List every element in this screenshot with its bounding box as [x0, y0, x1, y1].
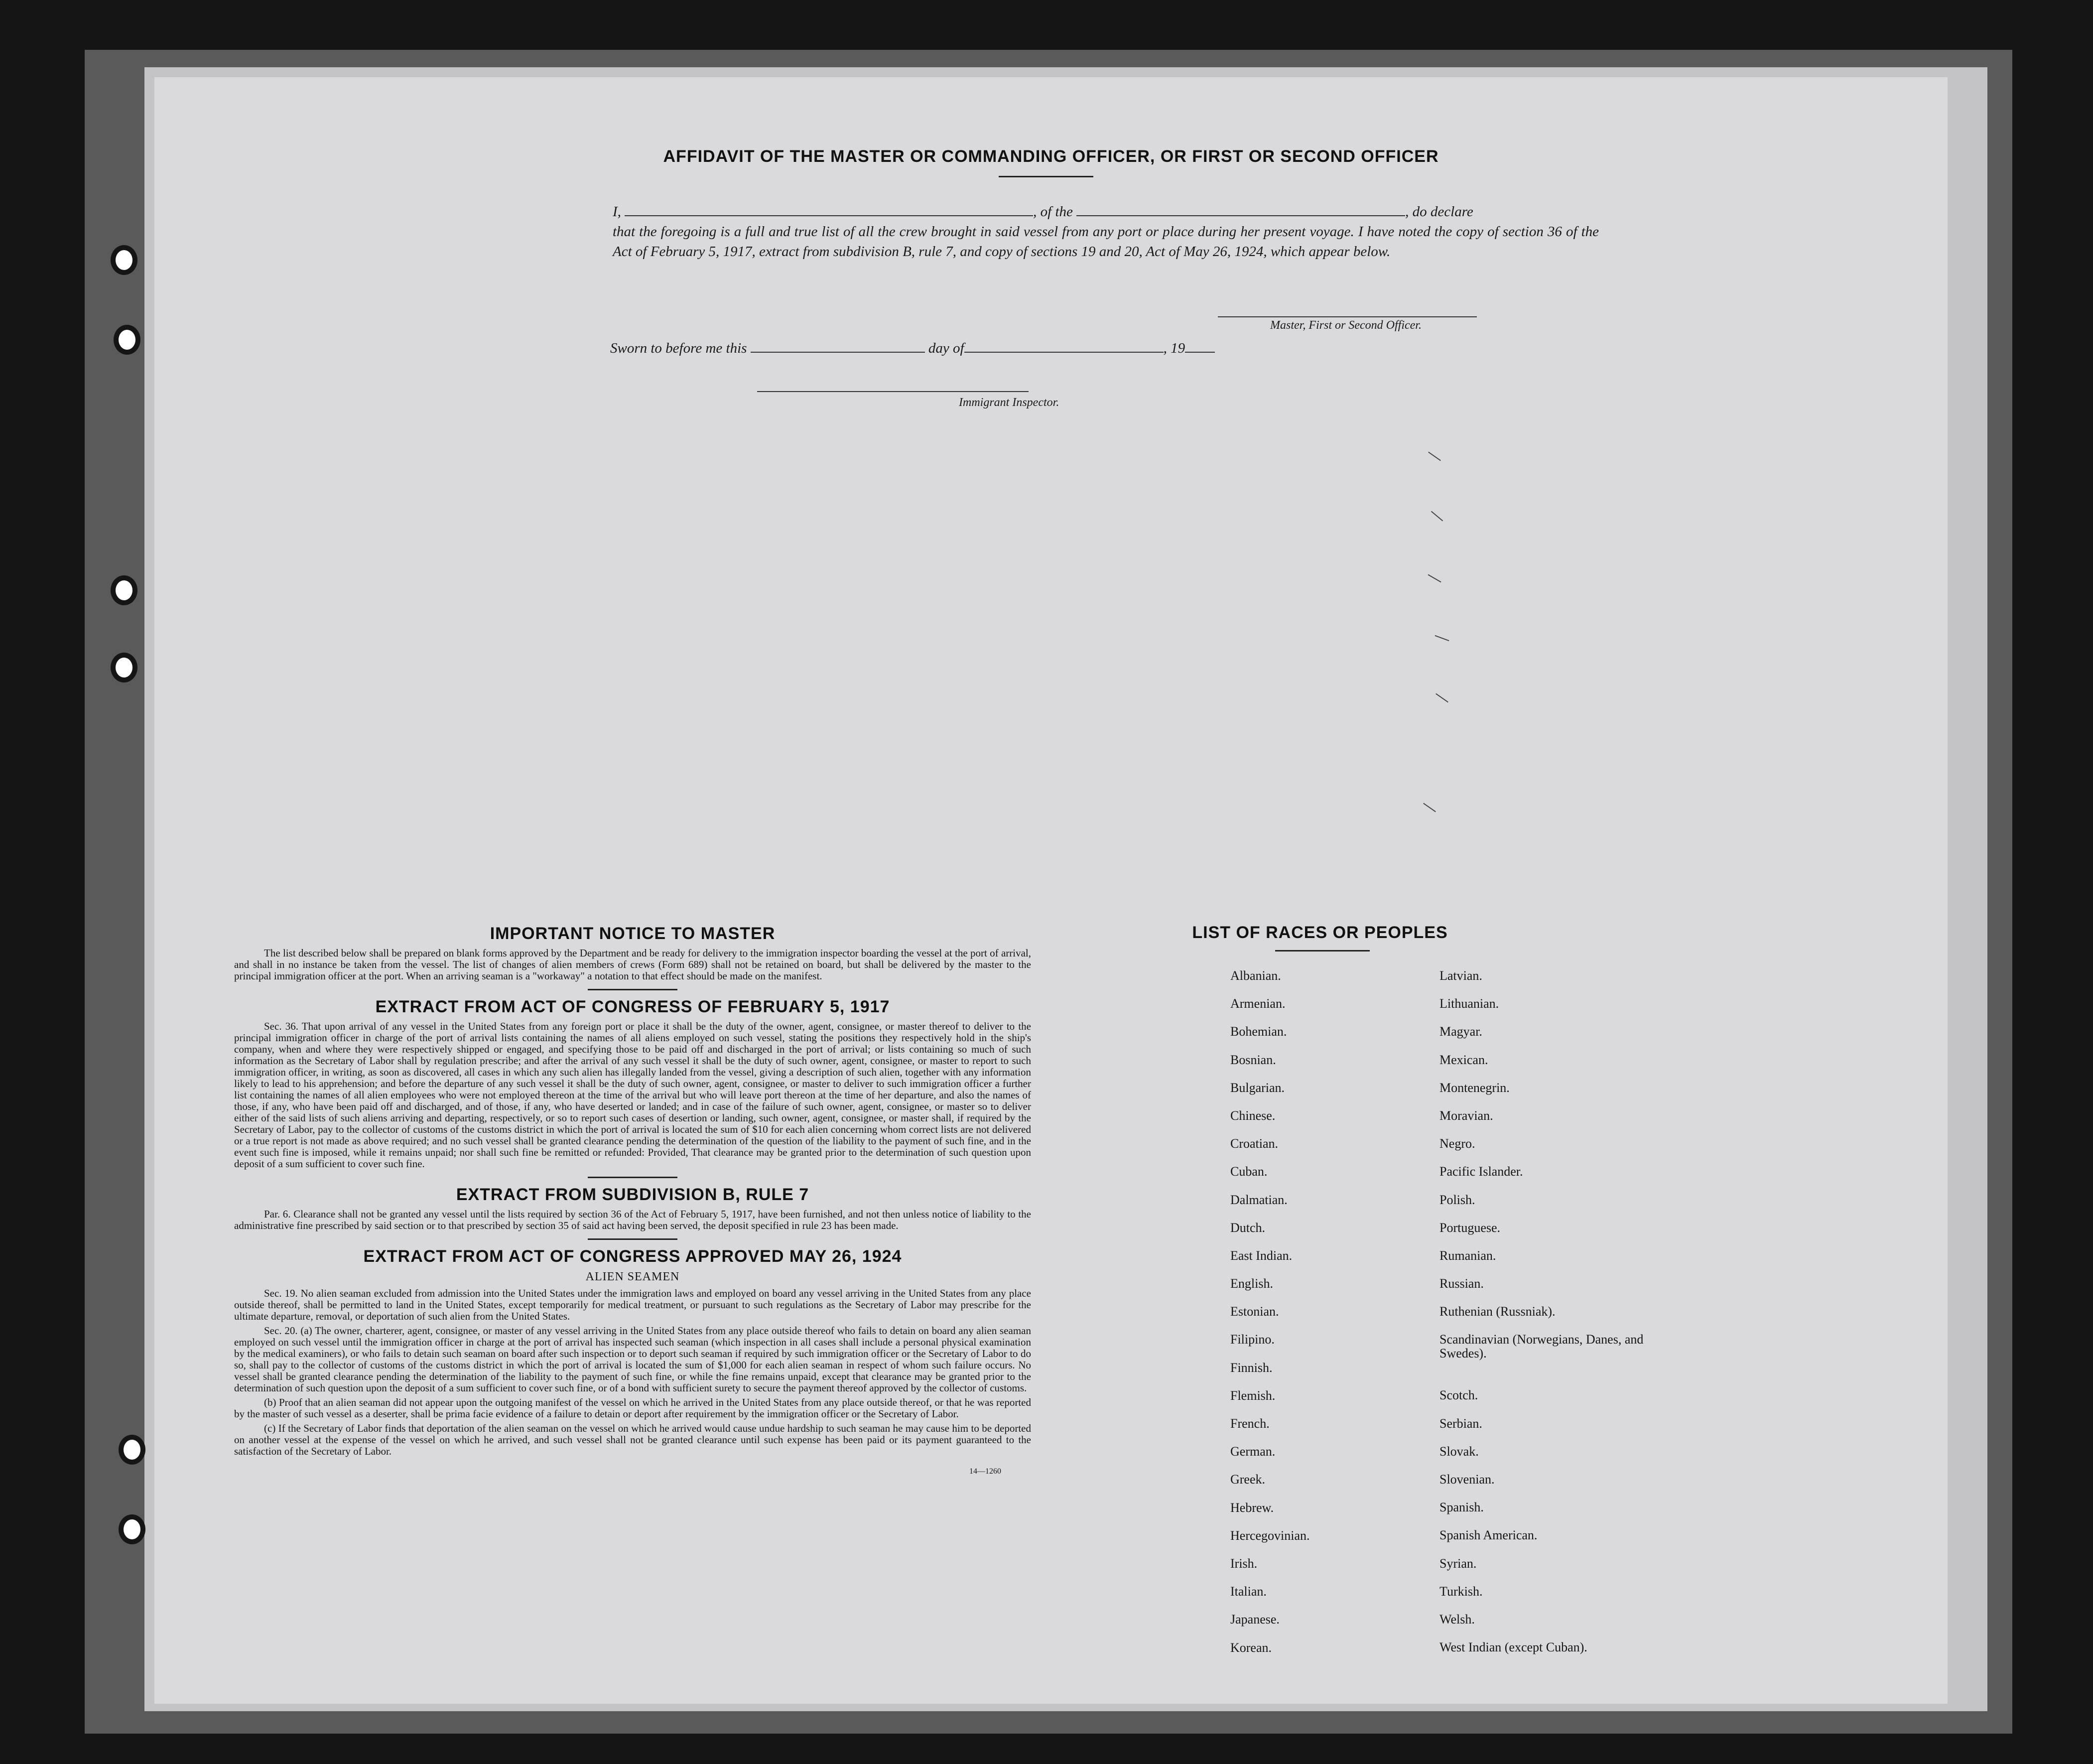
name-blank[interactable]: [625, 204, 1033, 216]
races-list-left: [1230, 969, 1310, 1669]
race-item: East Indian.: [1230, 1248, 1293, 1263]
race-item: Syrian.: [1439, 1556, 1477, 1571]
race-item: Rumanian.: [1439, 1248, 1496, 1263]
race-item: Flemish.: [1230, 1388, 1276, 1403]
race-item: Magyar.: [1439, 1024, 1482, 1039]
race-item: Hercegovinian.: [1230, 1528, 1310, 1543]
declaration-line: [613, 202, 1599, 222]
race-item: Greek.: [1230, 1472, 1266, 1487]
day-blank[interactable]: [751, 341, 925, 353]
i-prefix: I,: [613, 204, 621, 220]
vessel-blank[interactable]: [1076, 204, 1405, 216]
subdivision-b-title: EXTRACT FROM SUBDIVISION B, RULE 7: [456, 1185, 809, 1204]
notice-text: The list described below shall be prepared on blank forms approved by the Department and be ready for delivery to the immigration inspector boarding the vessel at the port of arrival, and shall in no instance be taken from the vessel. The list of changes of alien members of crews (Form 689) shall not be retained on board, but shall be delivered by the master to the principal immigration officer at the port. When an arriving seaman is a "workaway" a notation to that effect should be made on the manifest.: [234, 947, 1031, 982]
race-item: German.: [1230, 1444, 1276, 1459]
pen-mark: [1436, 693, 1448, 703]
affidavit-body: [613, 202, 1599, 262]
binder-hole: [111, 575, 137, 605]
binder-hole: [114, 325, 140, 355]
races-list-right: [1439, 969, 1649, 1668]
extract-1917-title: EXTRACT FROM ACT OF CONGRESS OF FEBRUARY 5, 1917: [375, 997, 890, 1016]
of-the-label: , of the: [1033, 204, 1073, 220]
race-item: Bohemian.: [1230, 1024, 1287, 1039]
alien-seamen-subtitle: ALIEN SEAMEN: [585, 1270, 680, 1283]
race-item: Bulgarian.: [1230, 1080, 1285, 1095]
race-item: Chinese.: [1230, 1108, 1276, 1123]
race-item: Latvian.: [1439, 968, 1482, 983]
sec-20b-text: (b) Proof that an alien seaman did not appear upon the outgoing manifest of the vessel on which he arrived in the United States from any place outside thereof, or that he was reported by the master of such vessel as a deserter, shall be prima facie evidence of a failure to detain or deport after requirement by the immigration officer or the Secretary of Labor.: [234, 1396, 1031, 1420]
inspector-signature-line[interactable]: [757, 391, 1029, 392]
race-item: Scotch.: [1439, 1388, 1478, 1403]
race-item: Spanish.: [1439, 1500, 1484, 1515]
section-divider: [588, 1238, 677, 1240]
race-item: Ruthenian (Russniak).: [1439, 1304, 1556, 1319]
pen-mark: [1428, 574, 1441, 583]
form-page: [154, 77, 1948, 1704]
race-item: Japanese.: [1230, 1612, 1280, 1627]
race-item: Lithuanian.: [1439, 996, 1499, 1011]
race-item: Korean.: [1230, 1640, 1272, 1655]
race-item: French.: [1230, 1416, 1270, 1431]
sec-20c-text: (c) If the Secretary of Labor finds that deportation of the alien seaman on the vessel on which he arrived would cause undue hardship to such seaman he may cause him to be deported on another vessel at the expense of the vessel on which he arrived, and such vessel shall not be granted clearance until such expense has been paid or its payment guaranteed to the satisfaction of the Secretary of Labor.: [234, 1422, 1031, 1457]
race-item: Portuguese.: [1439, 1220, 1501, 1235]
race-item: English.: [1230, 1276, 1273, 1291]
pen-mark: [1435, 635, 1449, 641]
year-blank[interactable]: [1185, 341, 1215, 353]
race-item: Dalmatian.: [1230, 1192, 1288, 1207]
race-item: Croatian.: [1230, 1136, 1279, 1151]
race-item: Polish.: [1439, 1192, 1475, 1207]
race-item: Turkish.: [1439, 1584, 1483, 1599]
form-number: 14—1260: [969, 1467, 1001, 1476]
race-item: Slovenian.: [1439, 1472, 1495, 1487]
affidavit-title: AFFIDAVIT OF THE MASTER OR COMMANDING OFFICER, OR FIRST OR SECOND OFFICER: [663, 147, 1439, 166]
sworn-line: [610, 340, 1215, 357]
binder-hole: [111, 245, 137, 275]
race-item: Cuban.: [1230, 1164, 1268, 1179]
race-item: Russian.: [1439, 1276, 1484, 1291]
sworn-prefix: Sworn to before me this: [610, 340, 747, 356]
notice-title: IMPORTANT NOTICE TO MASTER: [490, 924, 776, 943]
races-underline: [1275, 950, 1370, 951]
race-item: Armenian.: [1230, 996, 1286, 1011]
race-item: Hebrew.: [1230, 1500, 1274, 1515]
race-item: Pacific Islander.: [1439, 1164, 1523, 1179]
declaration-text: that the foregoing is a full and true list of all the crew brought in said vessel from any port or place during her present voyage. I have noted the copy of section 36 of the Act of February 5, 1917, extract from subdivision B, rule 7, and copy of sections 19 and 20, Act of May 26, 1924, which appear below.: [613, 224, 1599, 260]
sec-20a-text: Sec. 20. (a) The owner, charterer, agent, consignee, or master of any vessel arriving in the United States from any place outside thereof who fails to detain on board any alien seaman employed on such vessel until the immigration officer in charge at the port of arrival has inspected such seaman (which inspection in all cases shall include a personal physical examination by the medical examiners), or who fails to detain such seaman on board after such inspection or to deport such seaman if required by such immigration officer or the Secretary of Labor to do so, shall pay to the collector of customs of the customs district in which the port of arrival is located the sum of $1,000 for each alien seaman in respect of whom such failure occurs. No vessel shall be granted clearance pending the determination of the liability to the payment of such fine, or while the fine remains unpaid, except that clearance may be granted prior to the determination of such question upon the deposit of a sum sufficient to cover such fine, or of a bond with sufficient surety to secure the payment thereof approved by the collector of customs.: [234, 1325, 1031, 1394]
race-item: Negro.: [1439, 1136, 1475, 1151]
race-item: Spanish American.: [1439, 1528, 1538, 1543]
races-title: LIST OF RACES OR PEOPLES: [1192, 923, 1448, 942]
race-item: Filipino.: [1230, 1332, 1275, 1347]
race-item: Montenegrin.: [1439, 1080, 1510, 1095]
pen-mark: [1431, 511, 1443, 522]
sec-19-text: Sec. 19. No alien seaman excluded from admission into the United States under the immigration laws and employed on board any vessel arriving in the United States from any place outside thereof, shall be permitted to land in the United States, except temporarily for medical treatment, or pursuant to such regulations as the Secretary of Labor may prescribe for the ultimate departure, removal, or deportation of such alien from the United States.: [234, 1287, 1031, 1322]
day-of-label: day of: [928, 340, 964, 356]
extract-1917-text: Sec. 36. That upon arrival of any vessel in the United States from any foreign port or place it shall be the duty of the owner, agent, consignee, or master thereof to deliver to the principal immigration officer in charge of the port of arrival lists containing the names of all aliens employed on such vessel, stating the positions they respectively hold in the ship's company, when and where they were respectively shipped or engaged, and specifying those to be paid off and discharged in the port of arrival; or lists containing so much of such information as the Secretary of Labor shall by regulation prescribe; and after the arrival of any such vessel it shall be the duty of such owner, agent, consignee, or master to report to such immigration officer, in writing, as soon as discovered, all cases in which any such alien has illegally landed from the vessel, giving a description of such alien, together with any information likely to lead to his apprehension; and before the departure of any such vessel it shall be the duty of such owner, agent, consignee, or master to deliver to such immigration officer a further list containing the names of all alien employees who were not employed thereon at the time of the arrival but who will leave port thereon at the time of her departure, and also the names of those, if any, who have been paid off and discharged, and of those, if any, who have deserted or landed; and in case of the failure of such owner, agent, consignee, or master so to deliver either of the said lists of such aliens arriving and departing, respectively, or so to report such cases of desertion or landing, such owner, agent, consignee, or master shall, if required by the Secretary of Labor, pay to the collector of customs of the customs district in which the port of arrival is located the sum of $10 for each alien concerning whom correct lists are not delivered or a true report is not made as above required; and no such vessel shall be granted clearance pending the determination of the question of the liability to the payment of such fine, and in the event such fine is imposed, while it remains unpaid; nor shall such fine be remitted or refunded: Provided, That clearance may be granted prior to the determination of such question upon deposit of a sum sufficient to cover such fine.: [234, 1020, 1031, 1170]
race-item: Estonian.: [1230, 1304, 1279, 1319]
inspector-label: Immigrant Inspector.: [959, 396, 1059, 409]
race-item: Italian.: [1230, 1584, 1267, 1599]
race-item: Welsh.: [1439, 1612, 1475, 1627]
extract-1924-title: EXTRACT FROM ACT OF CONGRESS APPROVED MAY 26, 1924: [363, 1247, 902, 1266]
race-item: Irish.: [1230, 1556, 1258, 1571]
race-item: Slovak.: [1439, 1444, 1479, 1459]
pen-mark: [1428, 452, 1441, 461]
race-item: Dutch.: [1230, 1220, 1266, 1235]
binder-hole: [111, 653, 137, 682]
race-item: Moravian.: [1439, 1108, 1493, 1123]
race-item: Serbian.: [1439, 1416, 1482, 1431]
section-divider: [588, 989, 677, 990]
month-blank[interactable]: [964, 341, 1164, 353]
race-item: Albanian.: [1230, 968, 1281, 983]
pen-mark: [1423, 803, 1436, 813]
race-item: Mexican.: [1439, 1052, 1488, 1067]
year-prefix: , 19: [1163, 340, 1185, 356]
binder-hole: [119, 1435, 145, 1465]
section-divider: [588, 1177, 677, 1178]
legal-notices: [234, 924, 1031, 1476]
master-signature-line[interactable]: [1218, 316, 1477, 317]
race-item: Bosnian.: [1230, 1052, 1276, 1067]
race-item: West Indian (except Cuban).: [1439, 1640, 1587, 1655]
do-declare-label: , do declare: [1405, 204, 1473, 220]
race-item: Finnish.: [1230, 1360, 1273, 1375]
race-item: Scandinavian (Norwegians, Danes, and Swedes).: [1439, 1332, 1644, 1361]
subdivision-b-text: Par. 6. Clearance shall not be granted any vessel until the lists required by section 36 of the Act of February 5, 1917, have been furnished, and not then unless notice of liability to the administrative fine prescribed by said section or to that prescribed by section 35 of said act having been served, the deposit specified in rule 23 has been made.: [234, 1208, 1031, 1231]
title-underline: [999, 176, 1093, 177]
master-signature-label: Master, First or Second Officer.: [1270, 319, 1422, 332]
binder-hole: [119, 1514, 145, 1544]
